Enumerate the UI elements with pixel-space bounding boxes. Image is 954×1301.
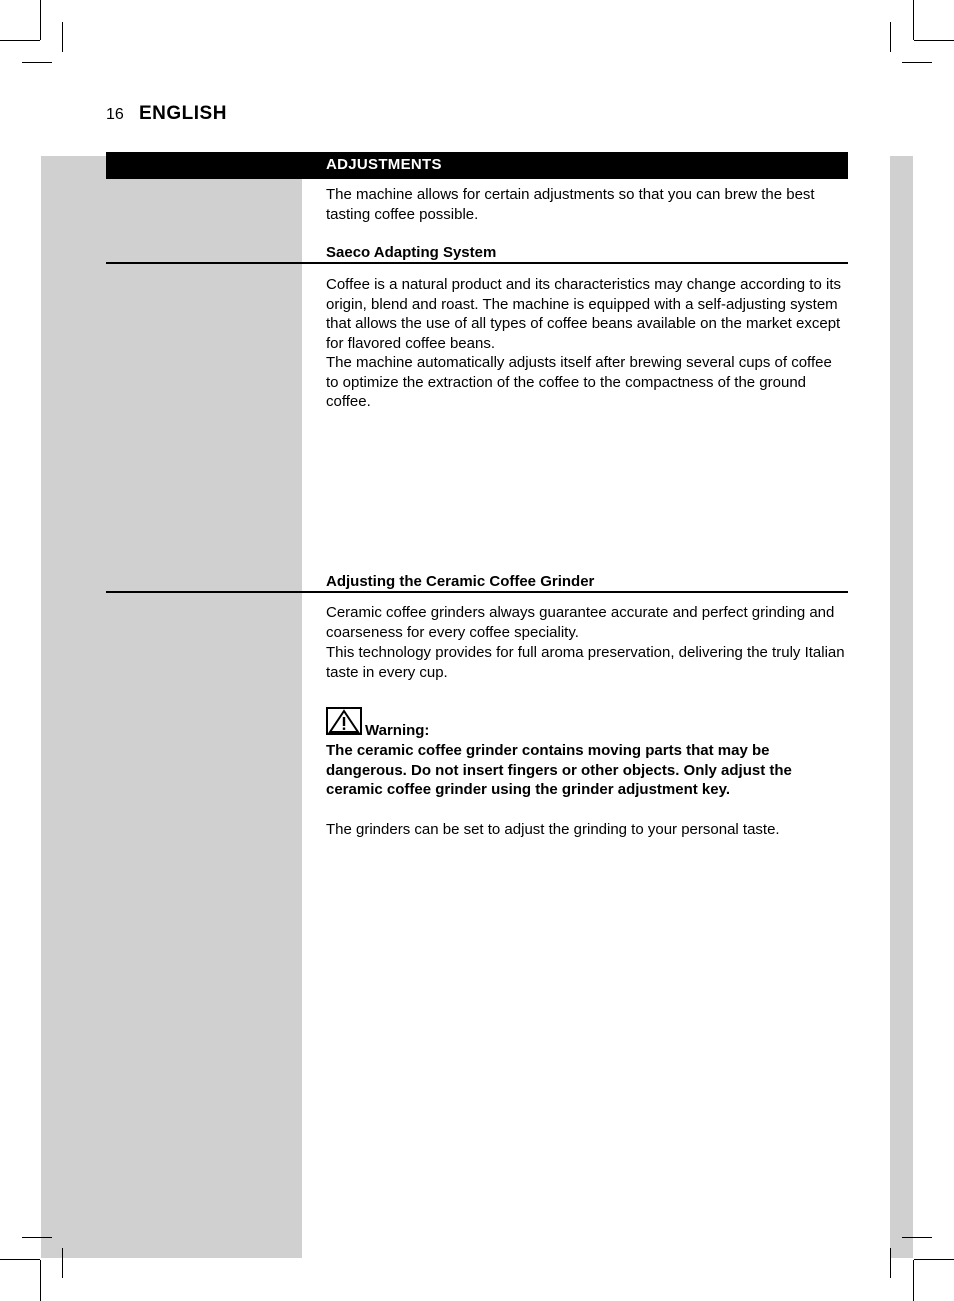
warning-triangle-icon — [326, 707, 362, 735]
saeco-paragraph-2: The machine automatically adjusts itself after brewing several cups of coffee to optimize the extraction of the coffee to the compactness of the ground coffee. — [326, 354, 832, 411]
saeco-divider — [106, 262, 848, 264]
saeco-paragraph-1: Coffee is a natural product and its characteristics may change according to its origin, blend and roast. The machine is equipped with a self-adjusting system that allows the use of all types of coffee beans available on the market except for flavored coffee beans. — [326, 276, 841, 353]
grinder-paragraph-1: Ceramic coffee grinders always guarantee accurate and perfect grinding and coarseness for every coffee speciality. — [326, 604, 835, 641]
grinder-heading: Adjusting the Ceramic Coffee Grinder — [326, 573, 595, 590]
saeco-heading: Saeco Adapting System — [326, 244, 497, 261]
warning-text: The ceramic coffee grinder contains moving parts that may be dangerous. Do not insert fingers or other objects. Only adjust the ceramic coffee grinder using the grinder adjustment key. — [326, 742, 792, 799]
grinder-paragraph-2: This technology provides for full aroma preservation, delivering the truly Italian taste in every cup. — [326, 644, 845, 681]
section-header-bar — [106, 152, 848, 179]
intro-paragraph: The machine allows for certain adjustments so that you can brew the best tasting coffee possible. — [326, 186, 815, 223]
grinder-divider — [106, 591, 848, 593]
left-margin-panel — [41, 156, 302, 1258]
grinder-closing-paragraph: The grinders can be set to adjust the grinding to your personal taste. — [326, 821, 780, 838]
section-title: ADJUSTMENTS — [326, 156, 442, 173]
language-label: ENGLISH — [139, 103, 227, 124]
right-margin-panel — [890, 156, 913, 1258]
page-number: 16 — [106, 106, 124, 123]
warning-label: Warning: — [365, 722, 430, 739]
